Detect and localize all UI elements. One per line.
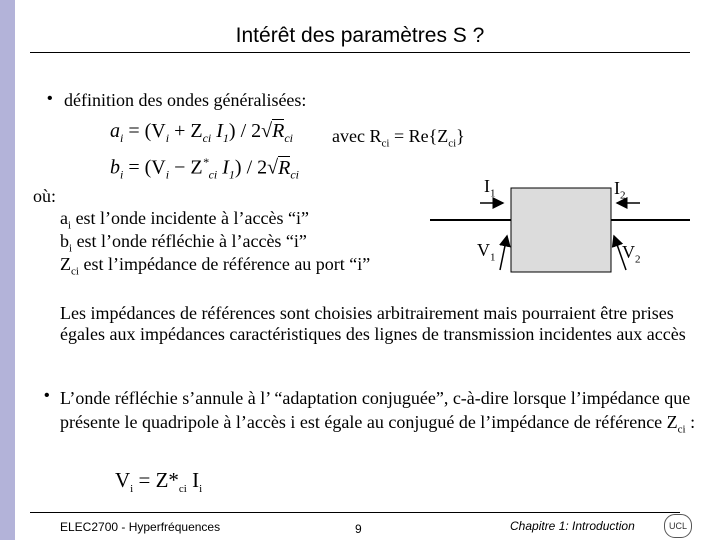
bullet-2-text: L’onde réfléchie s’annule à l’ “adaptation conjuguée”, c-à-dire lorsque l’impédance que présente le quadripole à l’accès i est égale au conjugué de l’impédance de référence $Z_{ci}$ :: [60, 388, 696, 436]
label-i1: $I_1$: [484, 176, 496, 200]
where-line-3: $Z_{ci}$ est l’impédance de référence au port “i”: [60, 254, 371, 278]
quadripole-box: [511, 188, 611, 272]
footer-course: ELEC2700 - Hyperfréquences: [60, 520, 221, 534]
footer-page-number: 9: [355, 522, 362, 536]
bullet-1-marker: •: [47, 90, 53, 107]
where-line-1: $a_i$ est l’onde incidente à l’accès “i”: [60, 208, 309, 232]
voltage-1-arrow: [500, 236, 507, 270]
equation-b: $b_i = (V_i - Z^*_{ci}$ $I_1) / 2√R_{ci}$: [110, 155, 300, 182]
label-v2: $V_2$: [622, 242, 641, 266]
footer-rule: [30, 512, 680, 513]
label-v1: $V_1$: [477, 240, 496, 264]
condition-text: avec $R_{ci} = Re\{Z_{ci}\}$: [332, 126, 465, 150]
bullet-1-text: définition des ondes généralisées:: [64, 90, 307, 110]
where-line-2: $b_i$ est l’onde réfléchie à l’accès “i”: [60, 231, 307, 255]
slide-title: Intérêt des paramètres S ?: [235, 24, 485, 47]
bullet-2-marker: •: [44, 387, 50, 404]
equation-a: $a_i = (V_i + Z_{ci}$ $I_1) / 2√R_{ci}$: [110, 120, 294, 145]
label-i2: $I_2$: [614, 178, 626, 202]
conjugate-match-equation: $V_i = Z*_{ci}$ $I_i$: [115, 468, 203, 496]
footer-chapter: Chapitre 1: Introduction: [510, 519, 635, 533]
where-label: où:: [33, 186, 57, 206]
university-logo: UCL: [664, 514, 692, 538]
paragraph-reference-impedances: Les impédances de références sont choisies arbitrairement mais pourraient être prises égales aux impédances caractéristiques des lignes de transmission incidentes aux accès: [60, 303, 686, 344]
